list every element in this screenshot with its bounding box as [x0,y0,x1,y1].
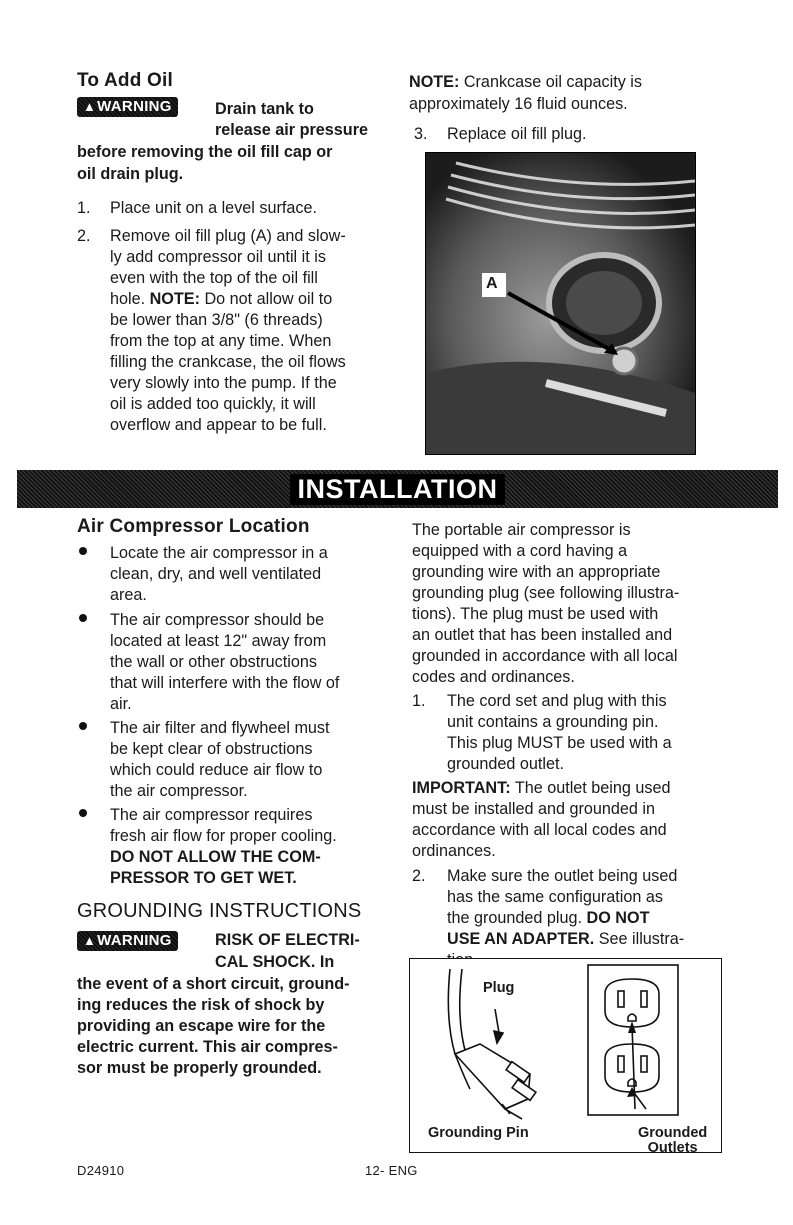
oil-fill-plug-photo [425,152,696,455]
location-bullet: The air compressor requires fresh air flow for proper cooling. DO NOT ALLOW THE COM- PRESSOR TO GET WET. [110,806,337,887]
plug-outlet-diagram [409,958,722,1156]
item-number: 1. [412,692,426,710]
step-number: 1. [77,199,91,217]
warning-badge: ▲WARNING [77,97,178,117]
capacity-note: NOTE: Crankcase oil capacity is [409,73,642,91]
grounding-pin-label: Grounding Pin [428,1125,529,1141]
plug-outlet-illustration [410,959,721,1152]
callout-a: A [486,275,498,292]
warning-triangle-icon: ▲ [83,933,97,948]
warning-badge: ▲WARNING [77,931,178,951]
item-number: 2. [412,867,426,885]
grounding-heading: GROUNDING INSTRUCTIONS [77,900,362,922]
oil-heading: To Add Oil [77,70,173,91]
plug-label: Plug [483,980,515,996]
oil-warning-text: oil drain plug. [77,165,184,183]
location-heading: Air Compressor Location [77,516,310,537]
oil-warning-text: Drain tank to [215,100,314,118]
warning-triangle-icon: ▲ [83,99,97,114]
document-id: D24910 [77,1163,125,1178]
page-number: 12- ENG [365,1163,418,1178]
location-bullet: The air compressor should be located at least 12" away from the wall or other obstructions that will interfere with the flow of air. [110,611,340,713]
step-text: Place unit on a level surface. [110,199,317,217]
note-label: NOTE: [149,290,200,308]
important-note: IMPORTANT: The outlet being used must be installed and grounded in accordance with all local codes and ordinances. [412,779,671,860]
step-number: 3. [414,125,428,143]
item-text: The cord set and plug with this unit contains a grounding pin. This plug MUST be used with a grounded outlet. [447,692,672,773]
location-bullet: The air filter and flywheel must be kept clear of obstructions which could reduce air flow to the air compressor. [110,719,330,800]
installation-title: INSTALLATION [290,474,506,505]
installation-banner [17,470,778,508]
step-text: Remove oil fill plug (A) and slow- ly add compressor oil until it is even with the top of the oil fill hole. NOTE: Do not allow oil to be lower than 3/8" (6 threads) from the top at any time. When filling the crankcase, the oil flows very slowly into the pump. If the oil is added too quickly, it will overflow and appear to be full. [110,227,346,434]
grounded-outlets-label: Grounded Outlets [638,1125,708,1156]
bullet-icon [79,547,87,555]
bullet-icon [79,614,87,622]
grounding-warning-text: CAL SHOCK. In [215,953,335,971]
bullet-icon [79,809,87,817]
grounding-warning-text: the event of a short circuit, ground- ing reduces the risk of shock by providing an escape wire for the electric current. This air compres- sor must be properly grounded. [77,975,350,1077]
step-text: Replace oil fill plug. [447,125,587,143]
capacity-note: approximately 16 fluid ounces. [409,95,628,113]
oil-warning-text: release air pressure [215,121,368,139]
bullet-icon [79,722,87,730]
grounding-warning-text: RISK OF ELECTRI- [215,931,360,949]
compressor-photo-image [426,153,695,454]
grounding-intro: The portable air compressor is equipped with a cord having a grounding wire with an appropriate grounding plug (see following illustra- tions). The plug must be used with an outlet that has been installed and grounded in accordance with all local codes and ordinances. [412,521,680,686]
location-bullet: Locate the air compressor in a clean, dry, and well ventilated area. [110,544,328,604]
step-number: 2. [77,227,91,245]
item-text: Make sure the outlet being used has the same configuration as the grounded plug. DO NOT USE AN ADAPTER. See illustra- [447,867,685,948]
oil-warning-text: before removing the oil fill cap or [77,143,333,161]
